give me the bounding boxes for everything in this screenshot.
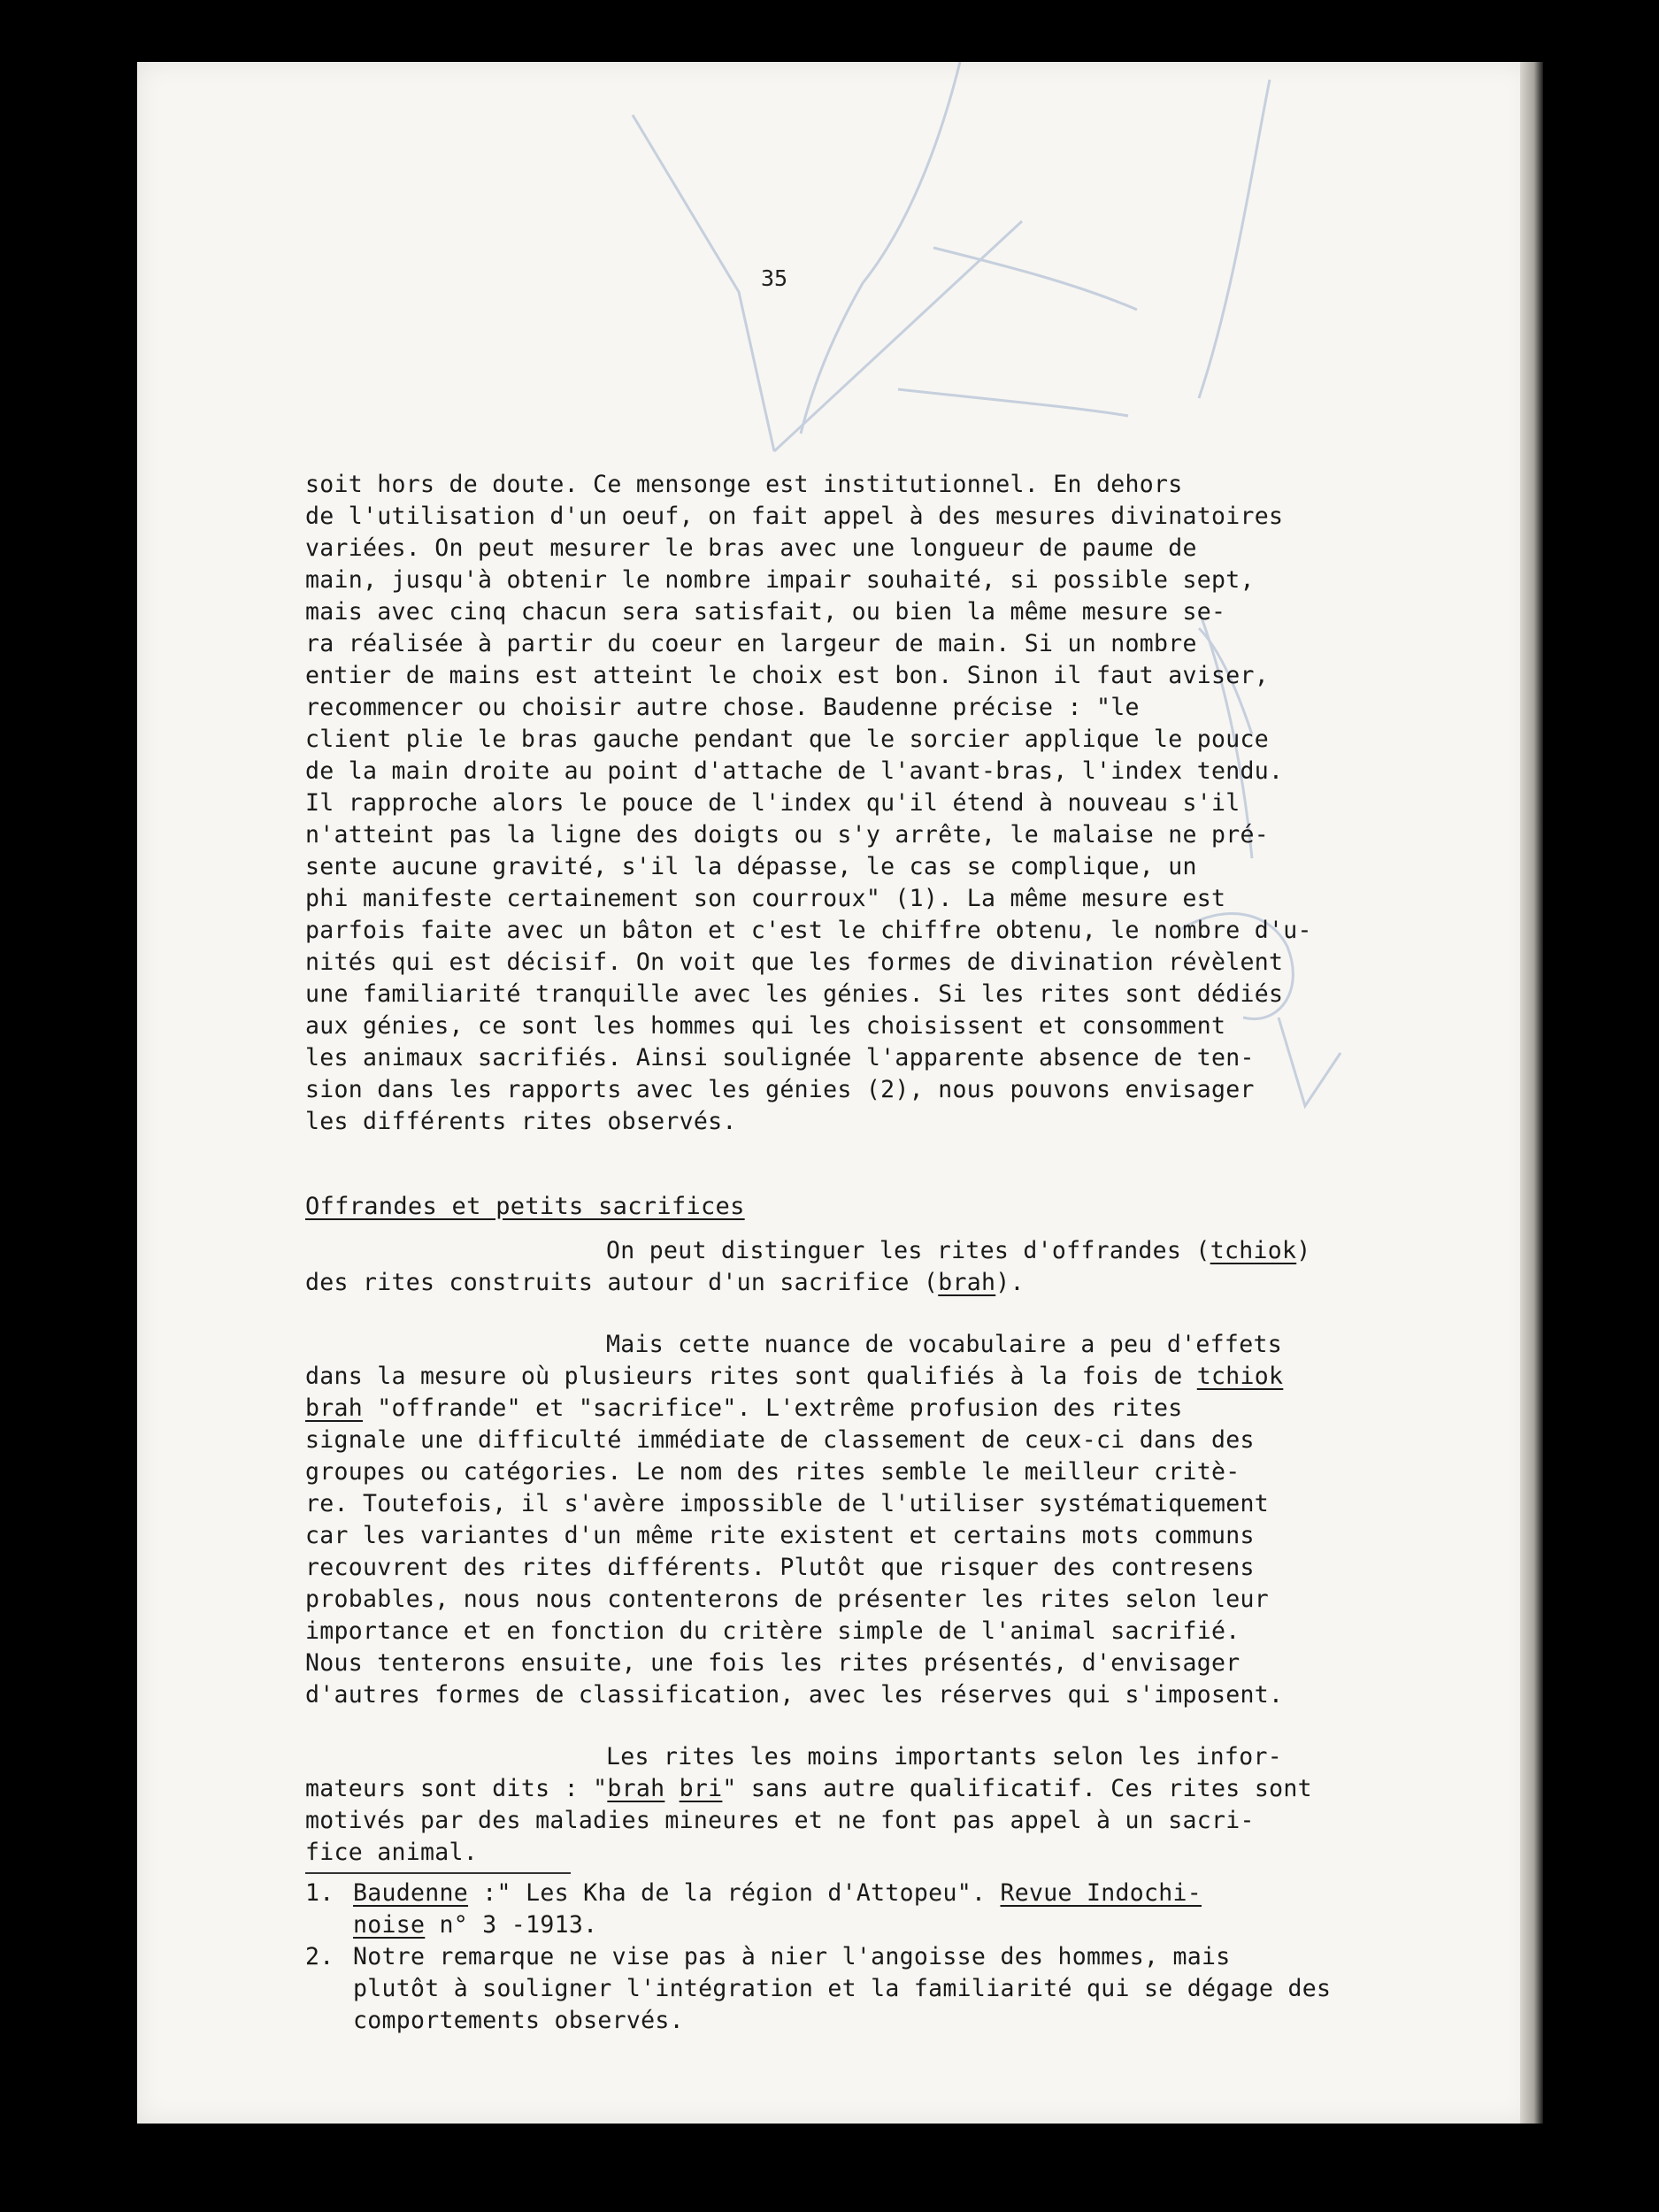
- term-brah: brah: [607, 1775, 665, 1802]
- footnotes: [305, 1878, 1473, 2037]
- paragraph-rites-mineurs: [305, 1741, 1473, 1869]
- paragraph-offrandes: [305, 1235, 1473, 1299]
- text-line: sion dans les rapports avec les génies (2), nous pouvons envisager: [305, 1076, 1255, 1103]
- text-line: une familiarité tranquille avec les génies. Si les rites sont dédiés: [305, 980, 1284, 1008]
- text-line: entier de mains est atteint le choix est bon. Sinon il faut aviser,: [305, 662, 1270, 689]
- text-line: les animaux sacrifiés. Ainsi soulignée l'apparente absence de ten-: [305, 1044, 1255, 1071]
- text-line: les différents rites observés.: [305, 1108, 737, 1135]
- footnote-number: 2.: [305, 1943, 334, 1970]
- text-line: sente aucune gravité, s'il la dépasse, le cas se complique, un: [305, 853, 1197, 880]
- page-body: [305, 469, 1473, 2037]
- text-line: groupes ou catégories. Le nom des rites semble le meilleur critè-: [305, 1458, 1240, 1486]
- text-line: Les rites les moins importants selon les infor-: [606, 1743, 1282, 1770]
- text-line: aux génies, ce sont les hommes qui les choisissent et consomment: [305, 1012, 1226, 1040]
- text-line: nités qui est décisif. On voit que les formes de divination révèlent: [305, 949, 1284, 976]
- text-line: main, jusqu'à obtenir le nombre impair souhaité, si possible sept,: [305, 566, 1255, 594]
- text-line: motivés par des maladies mineures et ne font pas appel à un sacri-: [305, 1807, 1255, 1834]
- section-heading: [305, 1191, 1473, 1223]
- text-line: importance et en fonction du critère simple de l'animal sacrifié.: [305, 1617, 1240, 1645]
- text-line: ra réalisée à partir du coeur en largeur de main. Si un nombre: [305, 630, 1197, 657]
- footnote-journal: Revue Indochi-: [1000, 1879, 1202, 1907]
- footnote-journal: noise: [353, 1911, 426, 1939]
- footnote-text: Baudenne :" Les Kha de la région d'Attopeu". Revue Indochi- noise n° 3 -1913.: [353, 1879, 1202, 1939]
- text-line: soit hors de doute. Ce mensonge est institutionnel. En dehors: [305, 471, 1183, 498]
- page-number: 35: [761, 265, 788, 291]
- text-line: mais avec cinq chacun sera satisfait, ou bien la même mesure se-: [305, 598, 1226, 626]
- text-line: re. Toutefois, il s'avère impossible de l'utiliser systématiquement: [305, 1490, 1270, 1517]
- text-line: recommencer ou choisir autre chose. Baudenne précise : "le: [305, 694, 1140, 721]
- text-line: car les variantes d'un même rite existent et certains mots communs: [305, 1522, 1255, 1549]
- text-line: de la main droite au point d'attache de l'avant-bras, l'index tendu.: [305, 757, 1284, 785]
- text-line: mateurs sont dits : "brah bri" sans autre qualificatif. Ces rites sont: [305, 1775, 1312, 1802]
- text-line: On peut distinguer les rites d'offrandes (tchiok): [606, 1237, 1311, 1264]
- text-line: Mais cette nuance de vocabulaire a peu d'effets: [606, 1331, 1282, 1358]
- paragraph-nuance: [305, 1329, 1473, 1711]
- text-line: n'atteint pas la ligne des doigts ou s'y arrête, le malaise ne pré-: [305, 821, 1270, 849]
- section-heading-text: Offrandes et petits sacrifices: [305, 1193, 745, 1220]
- document-page: [137, 62, 1531, 2124]
- text-line: brah "offrande" et "sacrifice". L'extrême profusion des rites: [305, 1394, 1183, 1422]
- footnote-number: 1.: [305, 1879, 334, 1907]
- term-tchiok: tchiok: [1210, 1237, 1297, 1264]
- text-line: Nous tenterons ensuite, une fois les rites présentés, d'envisager: [305, 1649, 1240, 1677]
- text-line: parfois faite avec un bâton et c'est le chiffre obtenu, le nombre d'u-: [305, 917, 1312, 944]
- term-brah: brah: [305, 1394, 364, 1422]
- text-line: variées. On peut mesurer le bras avec une longueur de paume de: [305, 534, 1197, 562]
- text-line: client plie le bras gauche pendant que le sorcier applique le pouce: [305, 726, 1270, 753]
- term-brah: brah: [938, 1269, 996, 1296]
- text-line: dans la mesure où plusieurs rites sont qualifiés à la fois de tchiok: [305, 1363, 1284, 1390]
- text-line: probables, nous nous contenterons de présenter les rites selon leur: [305, 1586, 1270, 1613]
- footnote-2: [305, 1941, 1473, 2037]
- footnote-1: [305, 1878, 1473, 1941]
- text-line: Il rapproche alors le pouce de l'index qu'il étend à nouveau s'il: [305, 789, 1240, 817]
- text-line: d'autres formes de classification, avec les réserves qui s'imposent.: [305, 1681, 1284, 1709]
- text-line: recouvrent des rites différents. Plutôt que risquer des contresens: [305, 1554, 1255, 1581]
- text-line: de l'utilisation d'un oeuf, on fait appel à des mesures divinatoires: [305, 503, 1284, 530]
- footnote-text: Notre remarque ne vise pas à nier l'angoisse des hommes, mais plutôt à souligner l'intégration et la familiarité qui se dégage des comportements observés.: [353, 1943, 1332, 2034]
- footnote-author: Baudenne: [353, 1879, 469, 1907]
- body-paragraph: [305, 469, 1473, 1138]
- text-line: des rites construits autour d'un sacrifice (brah).: [305, 1269, 1025, 1296]
- text-line: fice animal.: [305, 1839, 479, 1866]
- text-line: signale une difficulté immédiate de classement de ceux-ci dans des: [305, 1426, 1255, 1454]
- text-line: phi manifeste certainement son courroux" (1). La même mesure est: [305, 885, 1226, 912]
- page-edge: [1520, 62, 1543, 2124]
- term-tchiok: tchiok: [1196, 1363, 1284, 1390]
- footnote-rule: [305, 1872, 571, 1874]
- term-bri: bri: [679, 1775, 723, 1802]
